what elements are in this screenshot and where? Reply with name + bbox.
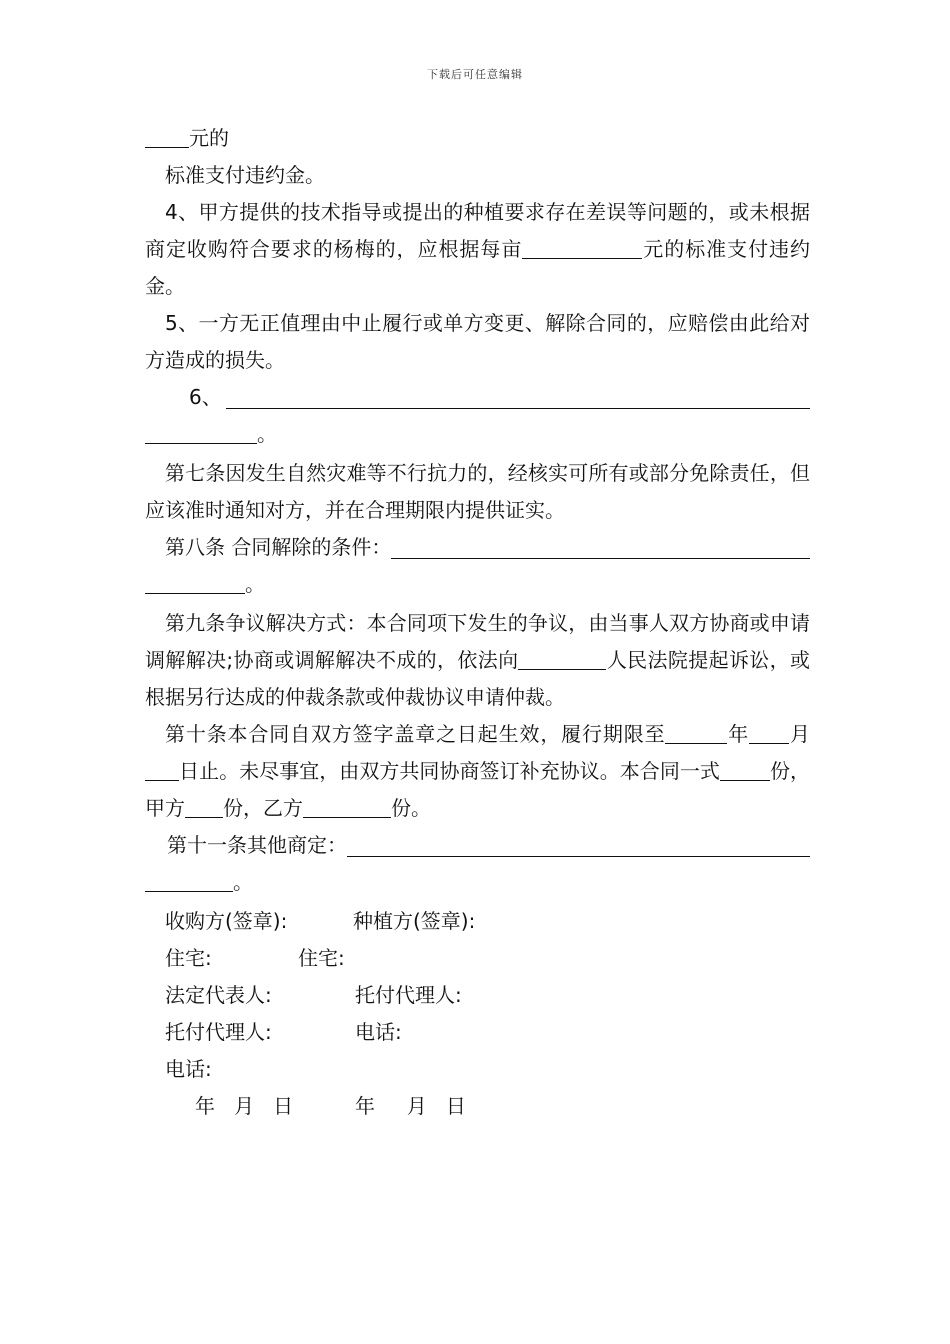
- blank-clause-6[interactable]: [226, 386, 810, 409]
- buyer-residence-label: 住宅:: [165, 946, 212, 970]
- blank-termination-end[interactable]: [145, 571, 245, 594]
- clause-5: 5、一方无正值理由中止履行或单方变更、解除合同的，应赔偿由此给对方造成的损失。: [145, 311, 810, 372]
- line-penalty: 标准支付违约金。: [165, 163, 325, 187]
- signature-row-phone: [145, 1051, 810, 1088]
- grower-phone-label: 电话:: [355, 1020, 402, 1044]
- article-8-continuation: [145, 566, 810, 603]
- article-10: [145, 716, 810, 827]
- article-9: [145, 605, 810, 716]
- signature-row-residence: [145, 940, 810, 977]
- copies-party-b-label: 份，乙方: [223, 796, 303, 820]
- copies-party-a-label: 份，甲方: [145, 759, 811, 820]
- blank-clause-6-end[interactable]: [145, 421, 257, 444]
- article-8-label: 第八条 合同解除的条件：: [165, 535, 392, 559]
- clause-6: [145, 379, 810, 416]
- grower-date: 年 月 日: [355, 1094, 466, 1118]
- blank-other-terms[interactable]: [347, 834, 810, 857]
- blank-other-terms-end[interactable]: [145, 869, 233, 892]
- year-label: 年: [727, 722, 750, 746]
- grower-residence-label: 住宅:: [298, 946, 345, 970]
- article-11-continuation: [145, 864, 810, 901]
- blank-per-mu-amount[interactable]: [522, 236, 642, 259]
- page-header: 下载后可任意编辑: [427, 68, 523, 81]
- blank-termination-conditions[interactable]: [391, 536, 810, 559]
- blank-court-name[interactable]: [518, 647, 606, 670]
- period: 。: [257, 422, 277, 446]
- buyer-date: 年 月 日: [195, 1094, 294, 1118]
- signature-row-date: [145, 1088, 810, 1125]
- clause-4-text: 4、甲方提供的技术指导或提出的种植要求存在差误等问题的，或未根据商定收购符合要求的杨梅的，应根据每亩: [145, 200, 810, 261]
- article-8: [145, 529, 810, 566]
- clause-4: [145, 194, 810, 305]
- signature-row-representative: [145, 977, 810, 1014]
- blank-year[interactable]: [665, 721, 727, 744]
- blank-day[interactable]: [145, 758, 179, 781]
- blank-copies-party-a[interactable]: [185, 795, 223, 818]
- article-11-label: 第十一条其他商定：: [167, 833, 347, 857]
- article-9-text: 第九条争议解决方式：本合同项下发生的争议，由当事人双方协商或申请调解解决;协商或调解解决不成的，依法向: [145, 611, 810, 672]
- article-7: 第七条因发生自然灾难等不行抗力的，经核实可所有或部分免除责任，但应该准时通知对方，并在合理期限内提供证实。: [145, 461, 810, 522]
- month-label: 月: [789, 722, 811, 746]
- article-10-text-mid: 日止。未尽事宜，由双方共同协商签订补充协议。本合同一式: [179, 759, 720, 783]
- clause-4-text-end: 元的标准支付违约金。: [145, 237, 811, 298]
- period: 。: [245, 572, 265, 596]
- clause-6-label: 6、: [189, 385, 222, 409]
- grower-seal-label: 种植方(签章):: [353, 909, 476, 933]
- buyer-phone-label: 电话:: [165, 1057, 212, 1081]
- blank-field[interactable]: [145, 125, 189, 148]
- line-continuation: [145, 120, 810, 157]
- clause-6-continuation: [145, 416, 810, 453]
- signature-row-agent: [145, 1014, 810, 1051]
- signature-row-seal: [145, 903, 810, 940]
- blank-copies-party-b[interactable]: [303, 795, 391, 818]
- blank-month[interactable]: [749, 721, 789, 744]
- article-9-text-end: 人民法院提起诉讼，或根据另行达成的仲裁条款或仲裁协议申请仲裁。: [145, 648, 811, 709]
- contract-body: [145, 120, 810, 1125]
- signature-block: [145, 903, 810, 1125]
- period: 。: [233, 870, 253, 894]
- article-10-text: 第十条本合同自双方签字盖章之日起生效，履行期限至: [165, 722, 666, 746]
- buyer-agent-label: 托付代理人:: [165, 1020, 272, 1044]
- blank-copies-total[interactable]: [720, 758, 770, 781]
- copies-end: 份。: [391, 796, 431, 820]
- legal-representative-label: 法定代表人:: [165, 983, 272, 1007]
- article-11: [145, 827, 810, 864]
- grower-agent-label: 托付代理人:: [355, 983, 462, 1007]
- text: 元的: [189, 126, 229, 150]
- buyer-seal-label: 收购方(签章):: [165, 909, 288, 933]
